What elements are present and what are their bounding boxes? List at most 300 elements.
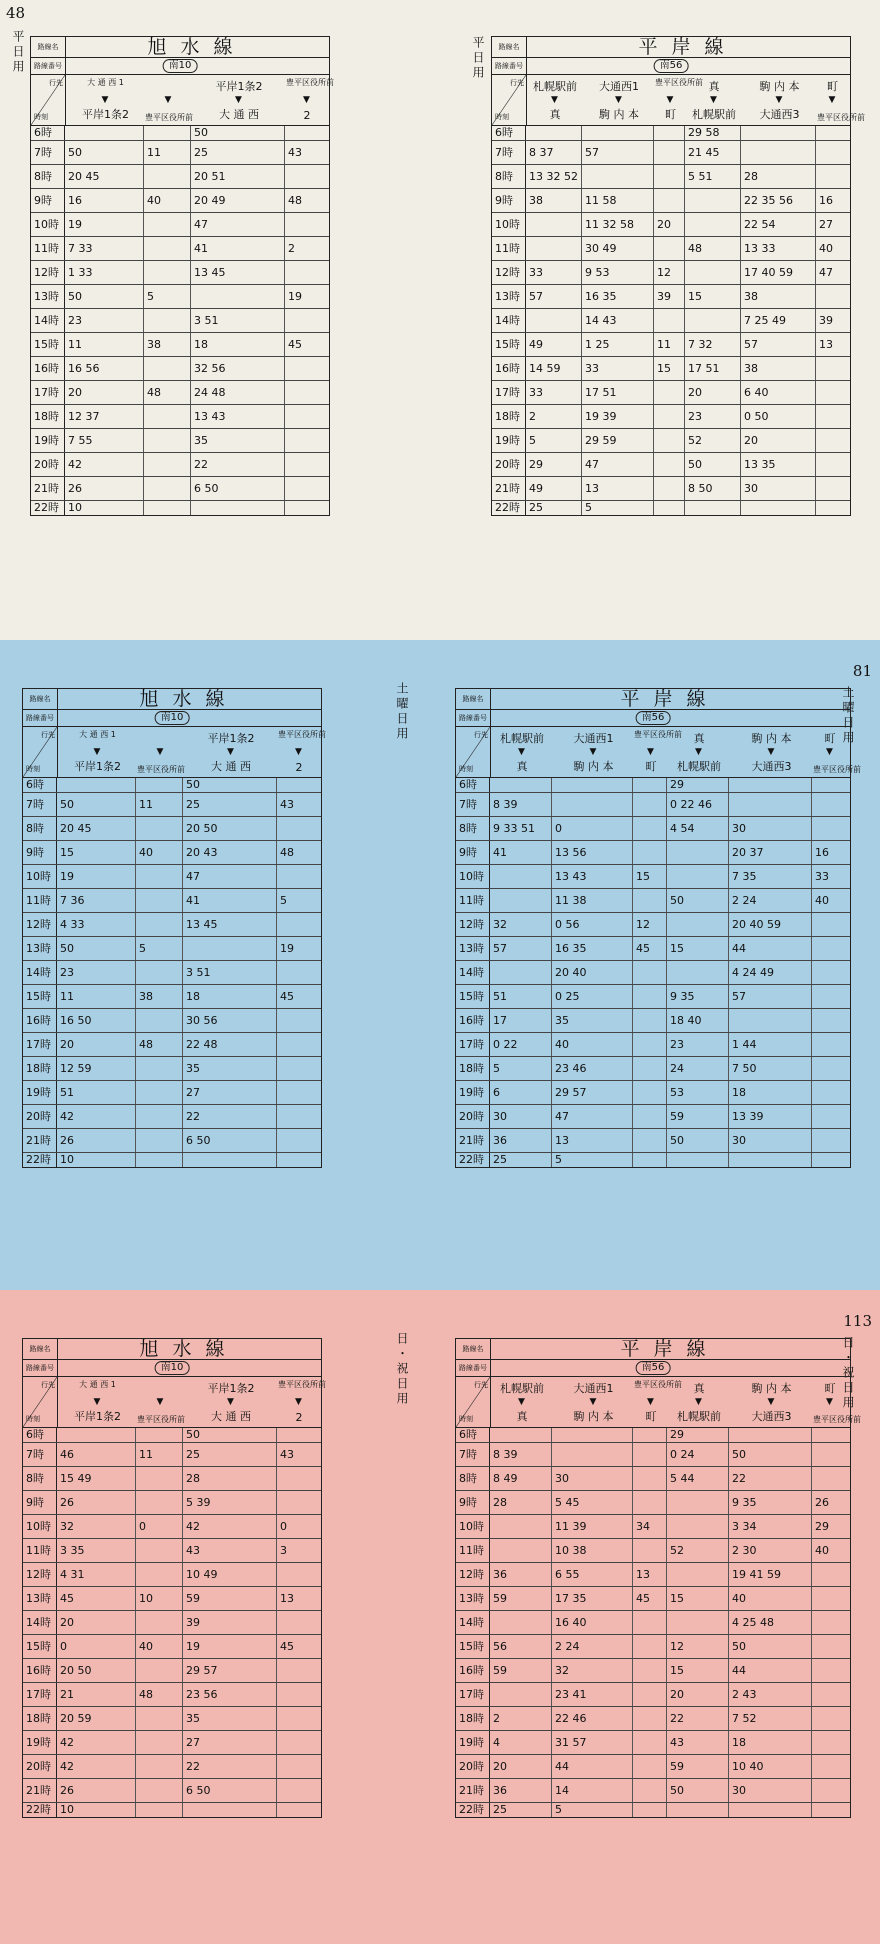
destination-header bbox=[813, 1377, 861, 1427]
minutes-cell bbox=[633, 817, 667, 840]
destination-label: 真 bbox=[549, 108, 561, 121]
minutes-cell: 59 bbox=[490, 1659, 552, 1682]
destination-header bbox=[634, 1377, 682, 1427]
hour-cell: 8時 bbox=[23, 1467, 57, 1490]
destination-label: 町 bbox=[645, 760, 657, 773]
minutes-cell bbox=[812, 1707, 846, 1730]
minutes-cell bbox=[633, 841, 667, 864]
route-number-badge: 南10 bbox=[155, 1361, 190, 1375]
minutes-cell: 19 bbox=[65, 213, 144, 236]
minutes-cell bbox=[633, 1033, 667, 1056]
page-number: 48 bbox=[6, 4, 26, 22]
minutes-cell: 21 45 bbox=[685, 141, 741, 164]
hour-row bbox=[31, 213, 329, 237]
destination-header bbox=[184, 727, 278, 777]
hour-cell: 14時 bbox=[456, 961, 490, 984]
hour-row bbox=[23, 1803, 321, 1817]
minutes-cell: 30 56 bbox=[183, 1009, 277, 1032]
hour-cell: 7時 bbox=[456, 793, 490, 816]
minutes-cell bbox=[490, 1515, 552, 1538]
origin-label: 真 bbox=[708, 80, 720, 93]
minutes-cell: 51 bbox=[57, 1081, 136, 1104]
minutes-cell: 13 45 bbox=[191, 261, 285, 284]
arrow-down-icon: ▼ bbox=[589, 1397, 597, 1407]
hour-cell: 17時 bbox=[23, 1033, 57, 1056]
hour-cell: 8時 bbox=[492, 165, 526, 188]
hour-row bbox=[456, 937, 850, 961]
hour-row bbox=[456, 913, 850, 937]
arrow-down-icon: ▼ bbox=[295, 747, 302, 757]
minutes-cell: 40 bbox=[552, 1033, 633, 1056]
origin-label: 豊平区役所前 bbox=[278, 730, 326, 739]
minutes-cell: 38 bbox=[136, 985, 183, 1008]
minutes-cell: 19 bbox=[280, 942, 294, 955]
minutes-cell: 22 bbox=[183, 1755, 277, 1778]
minutes-cell: 50 bbox=[729, 1443, 812, 1466]
hour-row bbox=[23, 1081, 321, 1105]
minutes-cell bbox=[812, 1467, 846, 1490]
minutes-cell: 44 bbox=[729, 1659, 812, 1682]
hour-cell: 20時 bbox=[23, 1755, 57, 1778]
section-holiday bbox=[0, 1290, 880, 1944]
minutes-cell: 35 bbox=[183, 1707, 277, 1730]
hour-row bbox=[456, 1443, 850, 1467]
minutes-cell bbox=[277, 1659, 319, 1682]
hour-row bbox=[456, 1659, 850, 1683]
hour-cell: 16時 bbox=[492, 357, 526, 380]
minutes-cell: 38 bbox=[741, 357, 816, 380]
day-type-label: 土曜日用 bbox=[395, 682, 409, 742]
minutes-cell bbox=[183, 937, 277, 960]
hour-row bbox=[456, 1635, 850, 1659]
minutes-cell: 18 bbox=[191, 333, 285, 356]
hour-row bbox=[23, 961, 321, 985]
minutes-cell bbox=[812, 1009, 846, 1032]
hour-cell: 17時 bbox=[456, 1033, 490, 1056]
hour-cell: 10時 bbox=[492, 213, 526, 236]
arrow-down-icon: ▼ bbox=[156, 1397, 164, 1407]
minutes-cell bbox=[812, 1755, 846, 1778]
hour-row bbox=[31, 333, 329, 357]
hour-cell: 19時 bbox=[23, 1731, 57, 1754]
hour-row bbox=[23, 793, 321, 817]
hour-cell: 18時 bbox=[456, 1057, 490, 1080]
hour-row bbox=[456, 1033, 850, 1057]
minutes-cell bbox=[552, 1443, 633, 1466]
minutes-cell: 20 50 bbox=[183, 817, 277, 840]
minutes-cell: 10 40 bbox=[729, 1755, 812, 1778]
minutes-cell: 33 bbox=[526, 381, 582, 404]
hour-row bbox=[23, 1755, 321, 1779]
minutes-cell: 19 bbox=[288, 290, 302, 303]
hour-cell: 6時 bbox=[456, 778, 490, 792]
destination-label: 町 bbox=[645, 1410, 657, 1423]
arrow-down-icon: ▼ bbox=[164, 95, 172, 105]
minutes-cell bbox=[654, 429, 685, 452]
origin-label: 大通西1 bbox=[573, 732, 614, 745]
route-title: 平岸線 bbox=[620, 688, 720, 710]
minutes-cell: 11 38 bbox=[552, 889, 633, 912]
minutes-cell bbox=[490, 1683, 552, 1706]
minutes-cell: 16 40 bbox=[552, 1611, 633, 1634]
minutes-cell bbox=[812, 1683, 846, 1706]
minutes-cell: 48 bbox=[136, 1683, 183, 1706]
minutes-cell: 45 bbox=[633, 937, 667, 960]
minutes-cell: 18 bbox=[729, 1081, 812, 1104]
minutes-cell: 43 bbox=[288, 146, 302, 159]
hour-row bbox=[31, 285, 329, 309]
minutes-cell bbox=[136, 1057, 183, 1080]
minutes-cell: 39 bbox=[819, 314, 833, 327]
hour-row bbox=[23, 1707, 321, 1731]
minutes-cell: 13 45 bbox=[183, 913, 277, 936]
destination-header bbox=[813, 727, 861, 777]
hour-cell: 10時 bbox=[23, 865, 57, 888]
destination-header bbox=[553, 1377, 634, 1427]
minutes-cell: 50 bbox=[685, 453, 741, 476]
hour-row bbox=[31, 237, 329, 261]
hour-cell: 13時 bbox=[23, 1587, 57, 1610]
minutes-cell bbox=[285, 477, 327, 500]
minutes-cell bbox=[654, 309, 685, 332]
minutes-cell: 16 35 bbox=[582, 285, 654, 308]
minutes-cell: 4 33 bbox=[57, 913, 136, 936]
origin-label: 大 通 西 1 bbox=[87, 78, 124, 87]
timetable-hiragishi bbox=[455, 1338, 861, 1818]
minutes-cell: 18 bbox=[729, 1731, 812, 1754]
minutes-cell: 17 bbox=[490, 1009, 552, 1032]
hour-cell: 6時 bbox=[23, 778, 57, 792]
minutes-cell bbox=[812, 817, 846, 840]
minutes-cell: 33 bbox=[526, 261, 582, 284]
hour-row bbox=[456, 1779, 850, 1803]
hour-cell: 8時 bbox=[456, 1467, 490, 1490]
destination-header bbox=[553, 727, 634, 777]
minutes-cell: 22 35 56 bbox=[741, 189, 816, 212]
minutes-cell: 2 30 bbox=[729, 1539, 812, 1562]
hour-cell: 10時 bbox=[456, 865, 490, 888]
hour-cell: 12時 bbox=[492, 261, 526, 284]
hour-cell: 21時 bbox=[23, 1779, 57, 1802]
destination-header bbox=[58, 1377, 137, 1427]
hour-row bbox=[492, 237, 850, 261]
minutes-cell: 39 bbox=[654, 285, 685, 308]
minutes-cell: 5 39 bbox=[183, 1491, 277, 1514]
minutes-cell: 13 43 bbox=[191, 405, 285, 428]
destination-label: 大 通 西 bbox=[211, 1410, 251, 1423]
minutes-cell: 36 bbox=[490, 1779, 552, 1802]
minutes-cell bbox=[729, 1803, 812, 1817]
hour-cell: 12時 bbox=[23, 913, 57, 936]
route-name-label: 路線名 bbox=[492, 37, 527, 57]
minutes-cell: 20 45 bbox=[65, 165, 144, 188]
minutes-cell: 40 bbox=[815, 1544, 829, 1557]
minutes-cell: 6 50 bbox=[191, 477, 285, 500]
minutes-cell bbox=[136, 817, 183, 840]
hour-row bbox=[23, 937, 321, 961]
minutes-cell: 57 bbox=[526, 285, 582, 308]
minutes-cell: 20 bbox=[667, 1683, 729, 1706]
minutes-cell: 20 bbox=[654, 213, 685, 236]
minutes-cell: 50 bbox=[191, 126, 285, 140]
hour-row bbox=[31, 261, 329, 285]
minutes-cell bbox=[490, 865, 552, 888]
minutes-cell bbox=[277, 1428, 319, 1442]
minutes-cell: 40 bbox=[136, 841, 183, 864]
hour-row bbox=[23, 778, 321, 793]
minutes-cell bbox=[144, 477, 191, 500]
minutes-cell bbox=[277, 865, 319, 888]
minutes-cell: 2 24 bbox=[729, 889, 812, 912]
hour-row bbox=[456, 1105, 850, 1129]
minutes-cell: 0 22 bbox=[490, 1033, 552, 1056]
minutes-cell: 0 24 bbox=[667, 1443, 729, 1466]
minutes-cell: 57 bbox=[729, 985, 812, 1008]
minutes-cell: 15 bbox=[667, 1587, 729, 1610]
minutes-cell bbox=[667, 1611, 729, 1634]
minutes-cell: 15 bbox=[685, 285, 741, 308]
minutes-cell bbox=[277, 961, 319, 984]
minutes-cell: 7 55 bbox=[65, 429, 144, 452]
minutes-cell bbox=[667, 1491, 729, 1514]
minutes-cell: 30 bbox=[490, 1105, 552, 1128]
minutes-cell bbox=[144, 357, 191, 380]
minutes-cell bbox=[136, 1009, 183, 1032]
minutes-cell bbox=[633, 1009, 667, 1032]
minutes-cell: 14 bbox=[552, 1779, 633, 1802]
minutes-cell bbox=[490, 778, 552, 792]
hour-cell: 21時 bbox=[31, 477, 65, 500]
minutes-cell: 30 bbox=[729, 817, 812, 840]
hour-row bbox=[31, 189, 329, 213]
minutes-cell: 11 58 bbox=[582, 189, 654, 212]
arrow-down-icon: ▼ bbox=[303, 95, 310, 105]
hour-cell: 8時 bbox=[31, 165, 65, 188]
hour-cell: 22時 bbox=[456, 1153, 490, 1167]
minutes-cell: 17 35 bbox=[552, 1587, 633, 1610]
minutes-cell: 46 bbox=[57, 1443, 136, 1466]
minutes-cell bbox=[277, 1009, 319, 1032]
minutes-cell bbox=[277, 1105, 319, 1128]
minutes-cell: 36 bbox=[490, 1563, 552, 1586]
minutes-cell: 6 55 bbox=[552, 1563, 633, 1586]
minutes-cell: 7 32 bbox=[685, 333, 741, 356]
route-name-label: 路線名 bbox=[23, 1339, 58, 1359]
hour-row bbox=[23, 1443, 321, 1467]
destination-header bbox=[730, 727, 813, 777]
minutes-cell bbox=[667, 913, 729, 936]
hour-row bbox=[23, 817, 321, 841]
destination-header bbox=[137, 727, 184, 777]
minutes-cell bbox=[136, 1539, 183, 1562]
arrow-down-icon: ▼ bbox=[295, 1397, 302, 1407]
minutes-cell: 45 bbox=[280, 990, 294, 1003]
minutes-cell: 13 33 bbox=[741, 237, 816, 260]
minutes-cell: 26 bbox=[57, 1491, 136, 1514]
hour-row bbox=[23, 1129, 321, 1153]
minutes-cell bbox=[812, 1153, 846, 1167]
arrow-down-icon: ▼ bbox=[93, 747, 101, 757]
origin-label: 大通西1 bbox=[573, 1382, 614, 1395]
destination-label: 大 通 西 bbox=[219, 108, 259, 121]
destination-label: 豊平区役所前 bbox=[817, 113, 865, 122]
minutes-cell: 22 46 bbox=[552, 1707, 633, 1730]
minutes-cell: 4 24 49 bbox=[729, 961, 812, 984]
hour-cell: 13時 bbox=[456, 1587, 490, 1610]
minutes-cell bbox=[552, 778, 633, 792]
route-number-label: 路線番号 bbox=[456, 710, 491, 726]
minutes-cell: 0 22 46 bbox=[667, 793, 729, 816]
minutes-cell: 20 bbox=[57, 1033, 136, 1056]
hour-row bbox=[456, 1563, 850, 1587]
section-weekday bbox=[0, 0, 880, 640]
hour-cell: 6時 bbox=[492, 126, 526, 140]
hour-row bbox=[456, 865, 850, 889]
minutes-cell: 26 bbox=[57, 1129, 136, 1152]
minutes-cell: 7 25 49 bbox=[741, 309, 816, 332]
minutes-cell: 51 bbox=[490, 985, 552, 1008]
minutes-cell bbox=[633, 961, 667, 984]
minutes-cell bbox=[285, 261, 327, 284]
minutes-cell: 16 35 bbox=[552, 937, 633, 960]
minutes-cell bbox=[633, 1803, 667, 1817]
minutes-cell: 12 bbox=[667, 1635, 729, 1658]
minutes-cell: 34 bbox=[633, 1515, 667, 1538]
route-number-label: 路線番号 bbox=[456, 1360, 491, 1376]
hour-cell: 18時 bbox=[456, 1707, 490, 1730]
minutes-cell bbox=[654, 405, 685, 428]
minutes-cell: 29 57 bbox=[552, 1081, 633, 1104]
minutes-cell bbox=[191, 285, 285, 308]
minutes-cell: 9 35 bbox=[667, 985, 729, 1008]
minutes-cell bbox=[277, 913, 319, 936]
destination-header bbox=[742, 75, 817, 125]
minutes-cell: 3 51 bbox=[191, 309, 285, 332]
hour-row bbox=[23, 1611, 321, 1635]
minutes-cell: 19 bbox=[183, 1635, 277, 1658]
minutes-cell bbox=[816, 477, 847, 500]
origin-label: 町 bbox=[824, 732, 836, 745]
hour-cell: 12時 bbox=[456, 913, 490, 936]
hour-row bbox=[23, 1659, 321, 1683]
hour-cell: 6時 bbox=[31, 126, 65, 140]
arrow-down-icon: ▼ bbox=[93, 1397, 101, 1407]
minutes-cell bbox=[285, 126, 327, 140]
hour-row bbox=[492, 501, 850, 515]
minutes-cell: 3 bbox=[280, 1544, 287, 1557]
minutes-cell bbox=[812, 1611, 846, 1634]
origin-label: 札幌駅前 bbox=[500, 732, 544, 745]
hour-cell: 7時 bbox=[23, 1443, 57, 1466]
minutes-cell bbox=[144, 126, 191, 140]
minutes-cell: 22 bbox=[729, 1467, 812, 1490]
minutes-cell: 9 35 bbox=[729, 1491, 812, 1514]
minutes-cell: 6 50 bbox=[183, 1779, 277, 1802]
minutes-cell bbox=[654, 189, 685, 212]
minutes-cell bbox=[667, 1153, 729, 1167]
minutes-cell bbox=[812, 1779, 846, 1802]
destination-header bbox=[145, 75, 192, 125]
hour-row bbox=[23, 1009, 321, 1033]
minutes-cell bbox=[816, 165, 847, 188]
minutes-cell: 42 bbox=[57, 1755, 136, 1778]
destination-label: 豊平区役所前 bbox=[145, 113, 193, 122]
header-corner: 行先 時刻 bbox=[456, 727, 491, 777]
hour-cell: 15時 bbox=[31, 333, 65, 356]
minutes-cell: 13 43 bbox=[552, 865, 633, 888]
minutes-cell: 42 bbox=[183, 1515, 277, 1538]
minutes-cell bbox=[65, 126, 144, 140]
page-number: 113 bbox=[843, 1312, 872, 1330]
hour-cell: 20時 bbox=[31, 453, 65, 476]
hour-cell: 16時 bbox=[31, 357, 65, 380]
minutes-cell: 47 bbox=[552, 1105, 633, 1128]
minutes-cell: 40 bbox=[144, 189, 191, 212]
hour-cell: 22時 bbox=[492, 501, 526, 515]
minutes-cell bbox=[667, 1803, 729, 1817]
minutes-cell bbox=[654, 477, 685, 500]
minutes-cell: 32 bbox=[490, 913, 552, 936]
minutes-cell: 8 49 bbox=[490, 1467, 552, 1490]
minutes-cell bbox=[136, 913, 183, 936]
route-title: 旭水線 bbox=[139, 1338, 239, 1360]
hour-cell: 8時 bbox=[456, 817, 490, 840]
minutes-cell: 23 bbox=[57, 961, 136, 984]
hour-row bbox=[456, 961, 850, 985]
minutes-cell: 57 bbox=[741, 333, 816, 356]
minutes-cell: 23 bbox=[685, 405, 741, 428]
minutes-cell bbox=[633, 1659, 667, 1682]
minutes-cell: 5 44 bbox=[667, 1467, 729, 1490]
minutes-cell: 29 bbox=[815, 1520, 829, 1533]
minutes-cell: 45 bbox=[288, 338, 302, 351]
minutes-cell: 6 50 bbox=[183, 1129, 277, 1152]
minutes-cell bbox=[741, 141, 816, 164]
hour-row bbox=[492, 165, 850, 189]
minutes-cell: 12 37 bbox=[65, 405, 144, 428]
minutes-cell: 5 bbox=[136, 937, 183, 960]
hour-row bbox=[23, 1491, 321, 1515]
minutes-cell bbox=[277, 1683, 319, 1706]
minutes-cell: 30 bbox=[729, 1129, 812, 1152]
minutes-cell: 16 56 bbox=[65, 357, 144, 380]
minutes-cell: 47 bbox=[191, 213, 285, 236]
minutes-cell bbox=[277, 1731, 319, 1754]
minutes-cell bbox=[816, 357, 847, 380]
route-number-badge: 南10 bbox=[155, 711, 190, 725]
minutes-cell bbox=[277, 1563, 319, 1586]
minutes-cell: 1 25 bbox=[582, 333, 654, 356]
destination-header bbox=[137, 1377, 184, 1427]
minutes-cell: 2 bbox=[526, 405, 582, 428]
timetable-kyokusui bbox=[30, 36, 334, 516]
hour-cell: 21時 bbox=[492, 477, 526, 500]
minutes-cell: 47 bbox=[582, 453, 654, 476]
hour-cell: 13時 bbox=[23, 937, 57, 960]
origin-label: 大通西1 bbox=[599, 80, 639, 93]
minutes-cell bbox=[633, 1779, 667, 1802]
minutes-cell bbox=[552, 793, 633, 816]
minutes-cell: 52 bbox=[685, 429, 741, 452]
day-type-label: 平日用 bbox=[471, 36, 485, 81]
arrow-down-icon: ▼ bbox=[518, 1397, 525, 1407]
minutes-cell: 23 41 bbox=[552, 1683, 633, 1706]
hour-cell: 14時 bbox=[456, 1611, 490, 1634]
minutes-cell bbox=[136, 1491, 183, 1514]
minutes-cell: 7 52 bbox=[729, 1707, 812, 1730]
origin-label: 大 通 西 1 bbox=[79, 730, 116, 739]
minutes-cell bbox=[277, 1611, 319, 1634]
